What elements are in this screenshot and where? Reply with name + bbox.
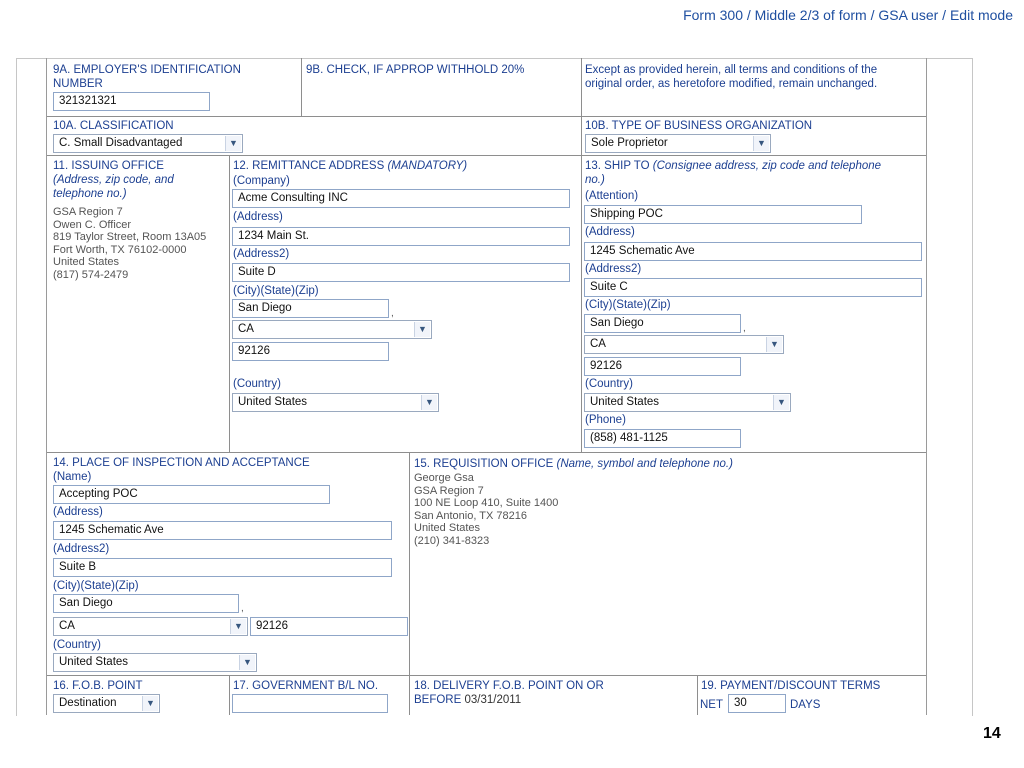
- ship-attention-label: (Attention): [585, 190, 639, 202]
- issuing-office-line: 819 Taylor Street, Room 13A05: [53, 231, 207, 243]
- box11-sub2: telephone no.): [53, 188, 127, 200]
- inspect-state-value: CA: [59, 620, 75, 632]
- chevron-down-icon[interactable]: ▼: [766, 337, 782, 352]
- box18-label-line2: [414, 693, 521, 707]
- ship-address2-label: (Address2): [585, 263, 642, 275]
- remit-zip-input[interactable]: 92126: [232, 342, 389, 361]
- gov-bl-input[interactable]: [232, 694, 388, 713]
- ship-phone-input[interactable]: (858) 481-1125: [584, 429, 741, 448]
- comma-separator: ,: [391, 308, 394, 319]
- box18-label-prefix: BEFORE: [414, 694, 462, 706]
- box13-label-italic2: no.): [585, 174, 605, 186]
- box15-label-italic: (Name, symbol and telephone no.): [556, 458, 733, 470]
- payment-days-suffix: DAYS: [790, 699, 821, 711]
- ship-country-label: (Country): [585, 378, 633, 390]
- requisition-office-line: 100 NE Loop 410, Suite 1400: [414, 497, 559, 509]
- inspect-zip-input[interactable]: 92126: [250, 617, 408, 636]
- requisition-office-line: George Gsa: [414, 472, 474, 484]
- requisition-office-line: (210) 341-8323: [414, 534, 490, 547]
- classification-select[interactable]: [53, 134, 243, 153]
- box13-label: [585, 159, 881, 173]
- remit-company-input[interactable]: Acme Consulting INC: [232, 189, 570, 208]
- chevron-down-icon[interactable]: ▼: [225, 136, 241, 151]
- notice-line2: original order, as heretofore modified, remain unchanged.: [585, 78, 878, 90]
- chevron-down-icon[interactable]: ▼: [414, 322, 430, 337]
- box9a-label-line1: 9A. EMPLOYER'S IDENTIFICATION: [53, 64, 241, 76]
- box13-label-italic1: (Consignee address, zip code and telephone: [652, 160, 882, 172]
- ship-city-input[interactable]: San Diego: [584, 314, 741, 333]
- issuing-office-line: (817) 574-2479: [53, 268, 129, 281]
- chevron-down-icon[interactable]: ▼: [239, 655, 255, 670]
- issuing-office-line: GSA Region 7: [53, 206, 123, 218]
- box15-label: [414, 457, 733, 471]
- remit-address2-input[interactable]: Suite D: [232, 263, 570, 282]
- remit-country-label: (Country): [233, 378, 281, 390]
- inspect-country-select[interactable]: [53, 653, 257, 672]
- box10b-label: 10B. TYPE OF BUSINESS ORGANIZATION: [585, 120, 813, 132]
- divider: [47, 116, 926, 117]
- fob-point-value: Destination: [59, 697, 117, 709]
- divider: [47, 155, 926, 156]
- requisition-office-line: San Antonio, TX 78216: [414, 509, 527, 522]
- divider: [229, 155, 230, 452]
- box9a-label-line2: NUMBER: [53, 78, 103, 90]
- remit-city-input[interactable]: San Diego: [232, 299, 389, 318]
- inspect-csz-label: (City)(State)(Zip): [53, 580, 139, 592]
- fob-point-select[interactable]: [53, 694, 160, 713]
- comma-separator: ,: [743, 323, 746, 334]
- ship-country-select[interactable]: [584, 393, 791, 412]
- box15-label-text: 15. REQUISITION OFFICE: [414, 458, 554, 470]
- ship-attention-input[interactable]: Shipping POC: [584, 205, 862, 224]
- inspect-name-input[interactable]: Accepting POC: [53, 485, 330, 504]
- divider: [301, 58, 302, 116]
- page-number: 14: [983, 725, 1001, 742]
- box16-label: 16. F.O.B. POINT: [53, 680, 143, 692]
- business-org-select[interactable]: [585, 134, 771, 153]
- inspect-name-label: (Name): [53, 471, 92, 483]
- box11-label: 11. ISSUING OFFICE: [53, 160, 164, 172]
- box9b-label: 9B. CHECK, IF APPROP WITHHOLD 20%: [306, 64, 525, 76]
- remit-country-value: United States: [238, 396, 308, 408]
- divider: [581, 58, 582, 452]
- box13-label-text: 13. SHIP TO: [585, 160, 650, 172]
- divider: [697, 675, 698, 715]
- remit-address2-label: (Address2): [233, 248, 290, 260]
- issuing-office-line: United States: [53, 256, 120, 268]
- ship-state-value: CA: [590, 338, 606, 350]
- chevron-down-icon[interactable]: ▼: [230, 619, 246, 634]
- requisition-office-line: United States: [414, 522, 481, 534]
- chevron-down-icon[interactable]: ▼: [142, 696, 158, 711]
- remit-country-select[interactable]: [232, 393, 439, 412]
- remit-address-label: (Address): [233, 211, 283, 223]
- classification-select-value: C. Small Disadvantaged: [59, 137, 183, 149]
- box17-label: 17. GOVERNMENT B/L NO.: [233, 680, 379, 692]
- form-right-border: [926, 58, 927, 715]
- payment-days-input[interactable]: 30: [728, 694, 786, 713]
- remit-state-value: CA: [238, 323, 254, 335]
- inspect-address-input[interactable]: 1245 Schematic Ave: [53, 521, 392, 540]
- divider: [229, 675, 230, 715]
- chevron-down-icon[interactable]: ▼: [773, 395, 789, 410]
- inspect-address2-label: (Address2): [53, 543, 110, 555]
- page-header: Form 300 / Middle 2/3 of form / GSA user / Edit mode: [683, 7, 1013, 23]
- notice-line1: Except as provided herein, all terms and conditions of the: [585, 64, 878, 76]
- inspect-country-value: United States: [59, 656, 129, 668]
- box10a-label: 10A. CLASSIFICATION: [53, 120, 174, 132]
- delivery-date: 03/31/2011: [464, 694, 522, 706]
- inspect-country-label: (Country): [53, 639, 101, 651]
- ship-address-input[interactable]: 1245 Schematic Ave: [584, 242, 922, 261]
- payment-net-prefix: NET: [700, 699, 723, 711]
- requisition-office-line: GSA Region 7: [414, 484, 484, 497]
- box11-sub1: (Address, zip code, and: [53, 174, 174, 186]
- chevron-down-icon[interactable]: ▼: [421, 395, 437, 410]
- issuing-office-line: Fort Worth, TX 76102-0000: [53, 243, 187, 256]
- inspect-address2-input[interactable]: Suite B: [53, 558, 392, 577]
- divider: [409, 452, 410, 715]
- box12-label-text: 12. REMITTANCE ADDRESS: [233, 160, 385, 172]
- ship-address-label: (Address): [585, 226, 635, 238]
- divider: [47, 675, 926, 676]
- box12-label-italic: (MANDATORY): [387, 160, 468, 172]
- ship-address2-input[interactable]: Suite C: [584, 278, 922, 297]
- inspect-city-input[interactable]: San Diego: [53, 594, 239, 613]
- box14-label: 14. PLACE OF INSPECTION AND ACCEPTANCE: [53, 457, 310, 469]
- box18-label-line1: 18. DELIVERY F.O.B. POINT ON OR: [414, 680, 604, 692]
- ship-country-value: United States: [590, 396, 660, 408]
- ship-state-select[interactable]: [584, 335, 784, 354]
- ship-phone-label: (Phone): [585, 414, 626, 426]
- comma-separator: ,: [241, 603, 244, 614]
- issuing-office-line: Owen C. Officer: [53, 218, 132, 231]
- ship-zip-input[interactable]: 92126: [584, 357, 741, 376]
- remit-state-select[interactable]: [232, 320, 432, 339]
- inspect-address-label: (Address): [53, 506, 103, 518]
- remit-csz-label: (City)(State)(Zip): [233, 285, 319, 297]
- business-org-select-value: Sole Proprietor: [591, 137, 668, 149]
- chevron-down-icon[interactable]: ▼: [753, 136, 769, 151]
- remit-address-input[interactable]: 1234 Main St.: [232, 227, 570, 246]
- inspect-state-select[interactable]: [53, 617, 248, 636]
- box12-label: [233, 159, 467, 173]
- ship-csz-label: (City)(State)(Zip): [585, 299, 671, 311]
- box19-label: 19. PAYMENT/DISCOUNT TERMS: [701, 680, 881, 692]
- divider: [47, 452, 926, 453]
- remit-company-label: (Company): [233, 175, 290, 187]
- employer-id-input[interactable]: 321321321: [53, 92, 210, 111]
